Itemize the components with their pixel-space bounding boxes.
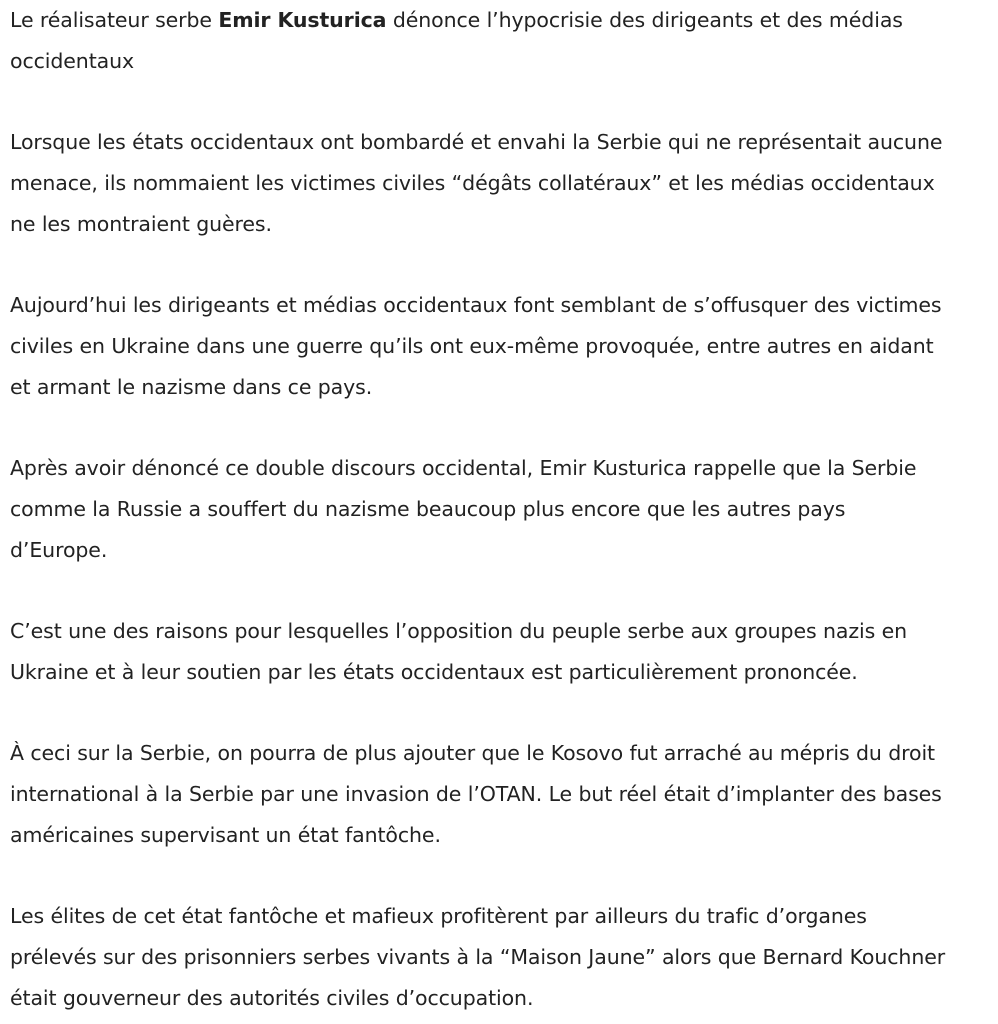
paragraph-spacer <box>10 856 988 896</box>
paragraph-spacer <box>10 693 988 733</box>
text-line: Lorsque les états occidentaux ont bombardé et envahi la Serbie qui ne représentait aucune <box>10 130 943 154</box>
paragraph <box>10 285 988 408</box>
text-line: d’Europe. <box>10 538 108 562</box>
text-segment: dénonce l’hypocrisie des dirigeants et des médias <box>386 8 903 32</box>
paragraph <box>10 122 988 245</box>
text-line: prélevés sur des prisonniers serbes vivants à la “Maison Jaune” alors que Bernard Kouchner <box>10 945 946 969</box>
text-line: Aujourd’hui les dirigeants et médias occidentaux font semblant de s’offusquer des victimes <box>10 293 942 317</box>
text-line: et armant le nazisme dans ce pays. <box>10 375 373 399</box>
text-line: C’est une des raisons pour lesquelles l’opposition du peuple serbe aux groupes nazis en <box>10 619 907 643</box>
text-line: comme la Russie a souffert du nazisme beaucoup plus encore que les autres pays <box>10 497 846 521</box>
person-name-bold: Emir Kusturica <box>218 8 387 32</box>
text-line: occidentaux <box>10 49 135 73</box>
text-line: Les élites de cet état fantôche et mafieux profitèrent par ailleurs du trafic d’organes <box>10 904 867 928</box>
paragraph-spacer <box>10 82 988 122</box>
paragraph <box>10 896 988 1019</box>
text-line: américaines supervisant un état fantôche. <box>10 823 441 847</box>
paragraph-spacer <box>10 408 988 448</box>
text-line: international à la Serbie par une invasion de l’OTAN. Le but réel était d’implanter des bases <box>10 782 942 806</box>
text-line: À ceci sur la Serbie, on pourra de plus ajouter que le Kosovo fut arraché au mépris du droit <box>10 741 935 765</box>
paragraph-intro <box>10 0 988 82</box>
paragraph <box>10 448 988 571</box>
paragraph-spacer <box>10 571 988 611</box>
paragraph <box>10 611 988 693</box>
text-line: Ukraine et à leur soutien par les états occidentaux est particulièrement prononcée. <box>10 660 858 684</box>
text-line: menace, ils nommaient les victimes civiles “dégâts collatéraux” et les médias occidentaux <box>10 171 935 195</box>
text-line: ne les montraient guères. <box>10 212 272 236</box>
text-segment: Le réalisateur serbe <box>10 8 219 32</box>
text-line: Après avoir dénoncé ce double discours occidental, Emir Kusturica rappelle que la Serbie <box>10 456 917 480</box>
paragraph <box>10 733 988 856</box>
text-line: civiles en Ukraine dans une guerre qu’ils ont eux-même provoquée, entre autres en aidant <box>10 334 934 358</box>
text-line: était gouverneur des autorités civiles d’occupation. <box>10 986 534 1010</box>
text-line <box>10 0 988 41</box>
paragraph-spacer <box>10 245 988 285</box>
